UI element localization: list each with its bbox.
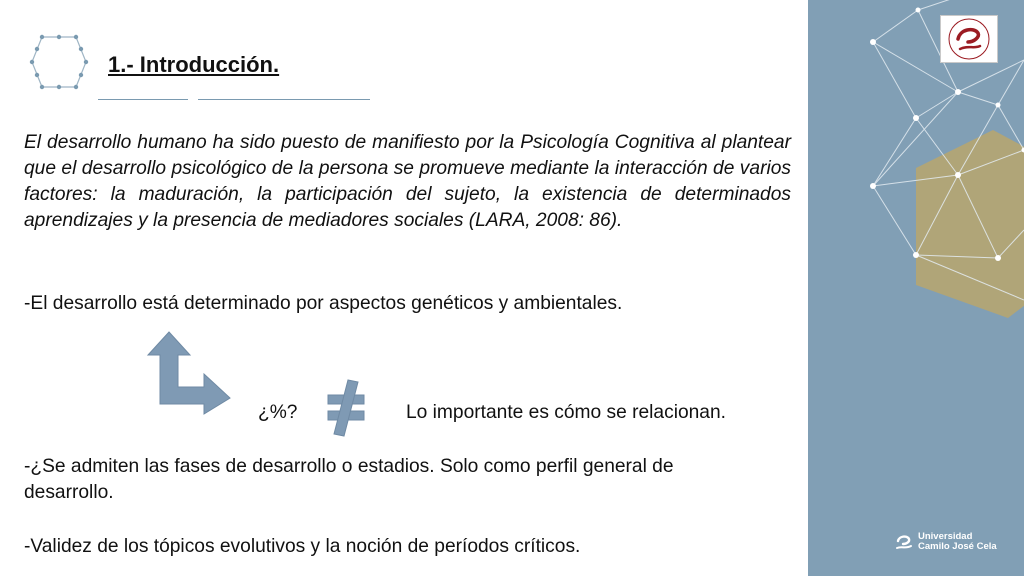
footer-brand-line2: Camilo José Cela xyxy=(918,541,997,552)
stages-point-line1: -¿Se admiten las fases de desarrollo o estadios. Solo como perfil general de xyxy=(24,456,674,477)
footer-brand-line1: Universidad xyxy=(918,531,973,542)
title-divider-long xyxy=(198,99,370,100)
university-logo-icon xyxy=(894,533,914,553)
footer-brand-text xyxy=(918,532,997,552)
up-right-bent-arrow-icon xyxy=(146,330,232,416)
hexagon-dots-icon xyxy=(28,32,90,92)
percent-question: ¿%? xyxy=(258,402,298,423)
stages-point-line2: desarrollo. xyxy=(24,482,114,503)
page-title: 1.- Introducción. xyxy=(108,52,280,77)
genetics-point: -El desarrollo está determinado por aspectos genéticos y ambientales. xyxy=(24,293,623,314)
title-divider-short xyxy=(98,99,188,100)
intro-paragraph: El desarrollo humano ha sido puesto de manifiesto por la Psicología Cognitiva al plantear que el desarrollo psicológico de la persona se promueve mediante la interacción de varios factores: la maduración, la participación del sujeto, la existencia de determinados aprendizajes y la presencia de mediadores sociales (LARA, 2008: 86). xyxy=(24,132,791,231)
decorative-sidebar xyxy=(808,0,1024,576)
critical-periods-point: -Validez de los tópicos evolutivos y la noción de períodos críticos. xyxy=(24,536,581,557)
network-graphic xyxy=(808,0,1024,576)
footer-brand xyxy=(894,532,1004,554)
not-equal-icon xyxy=(324,378,368,438)
relation-note: Lo importante es cómo se relacionan. xyxy=(406,402,726,423)
university-seal-logo xyxy=(940,15,998,63)
